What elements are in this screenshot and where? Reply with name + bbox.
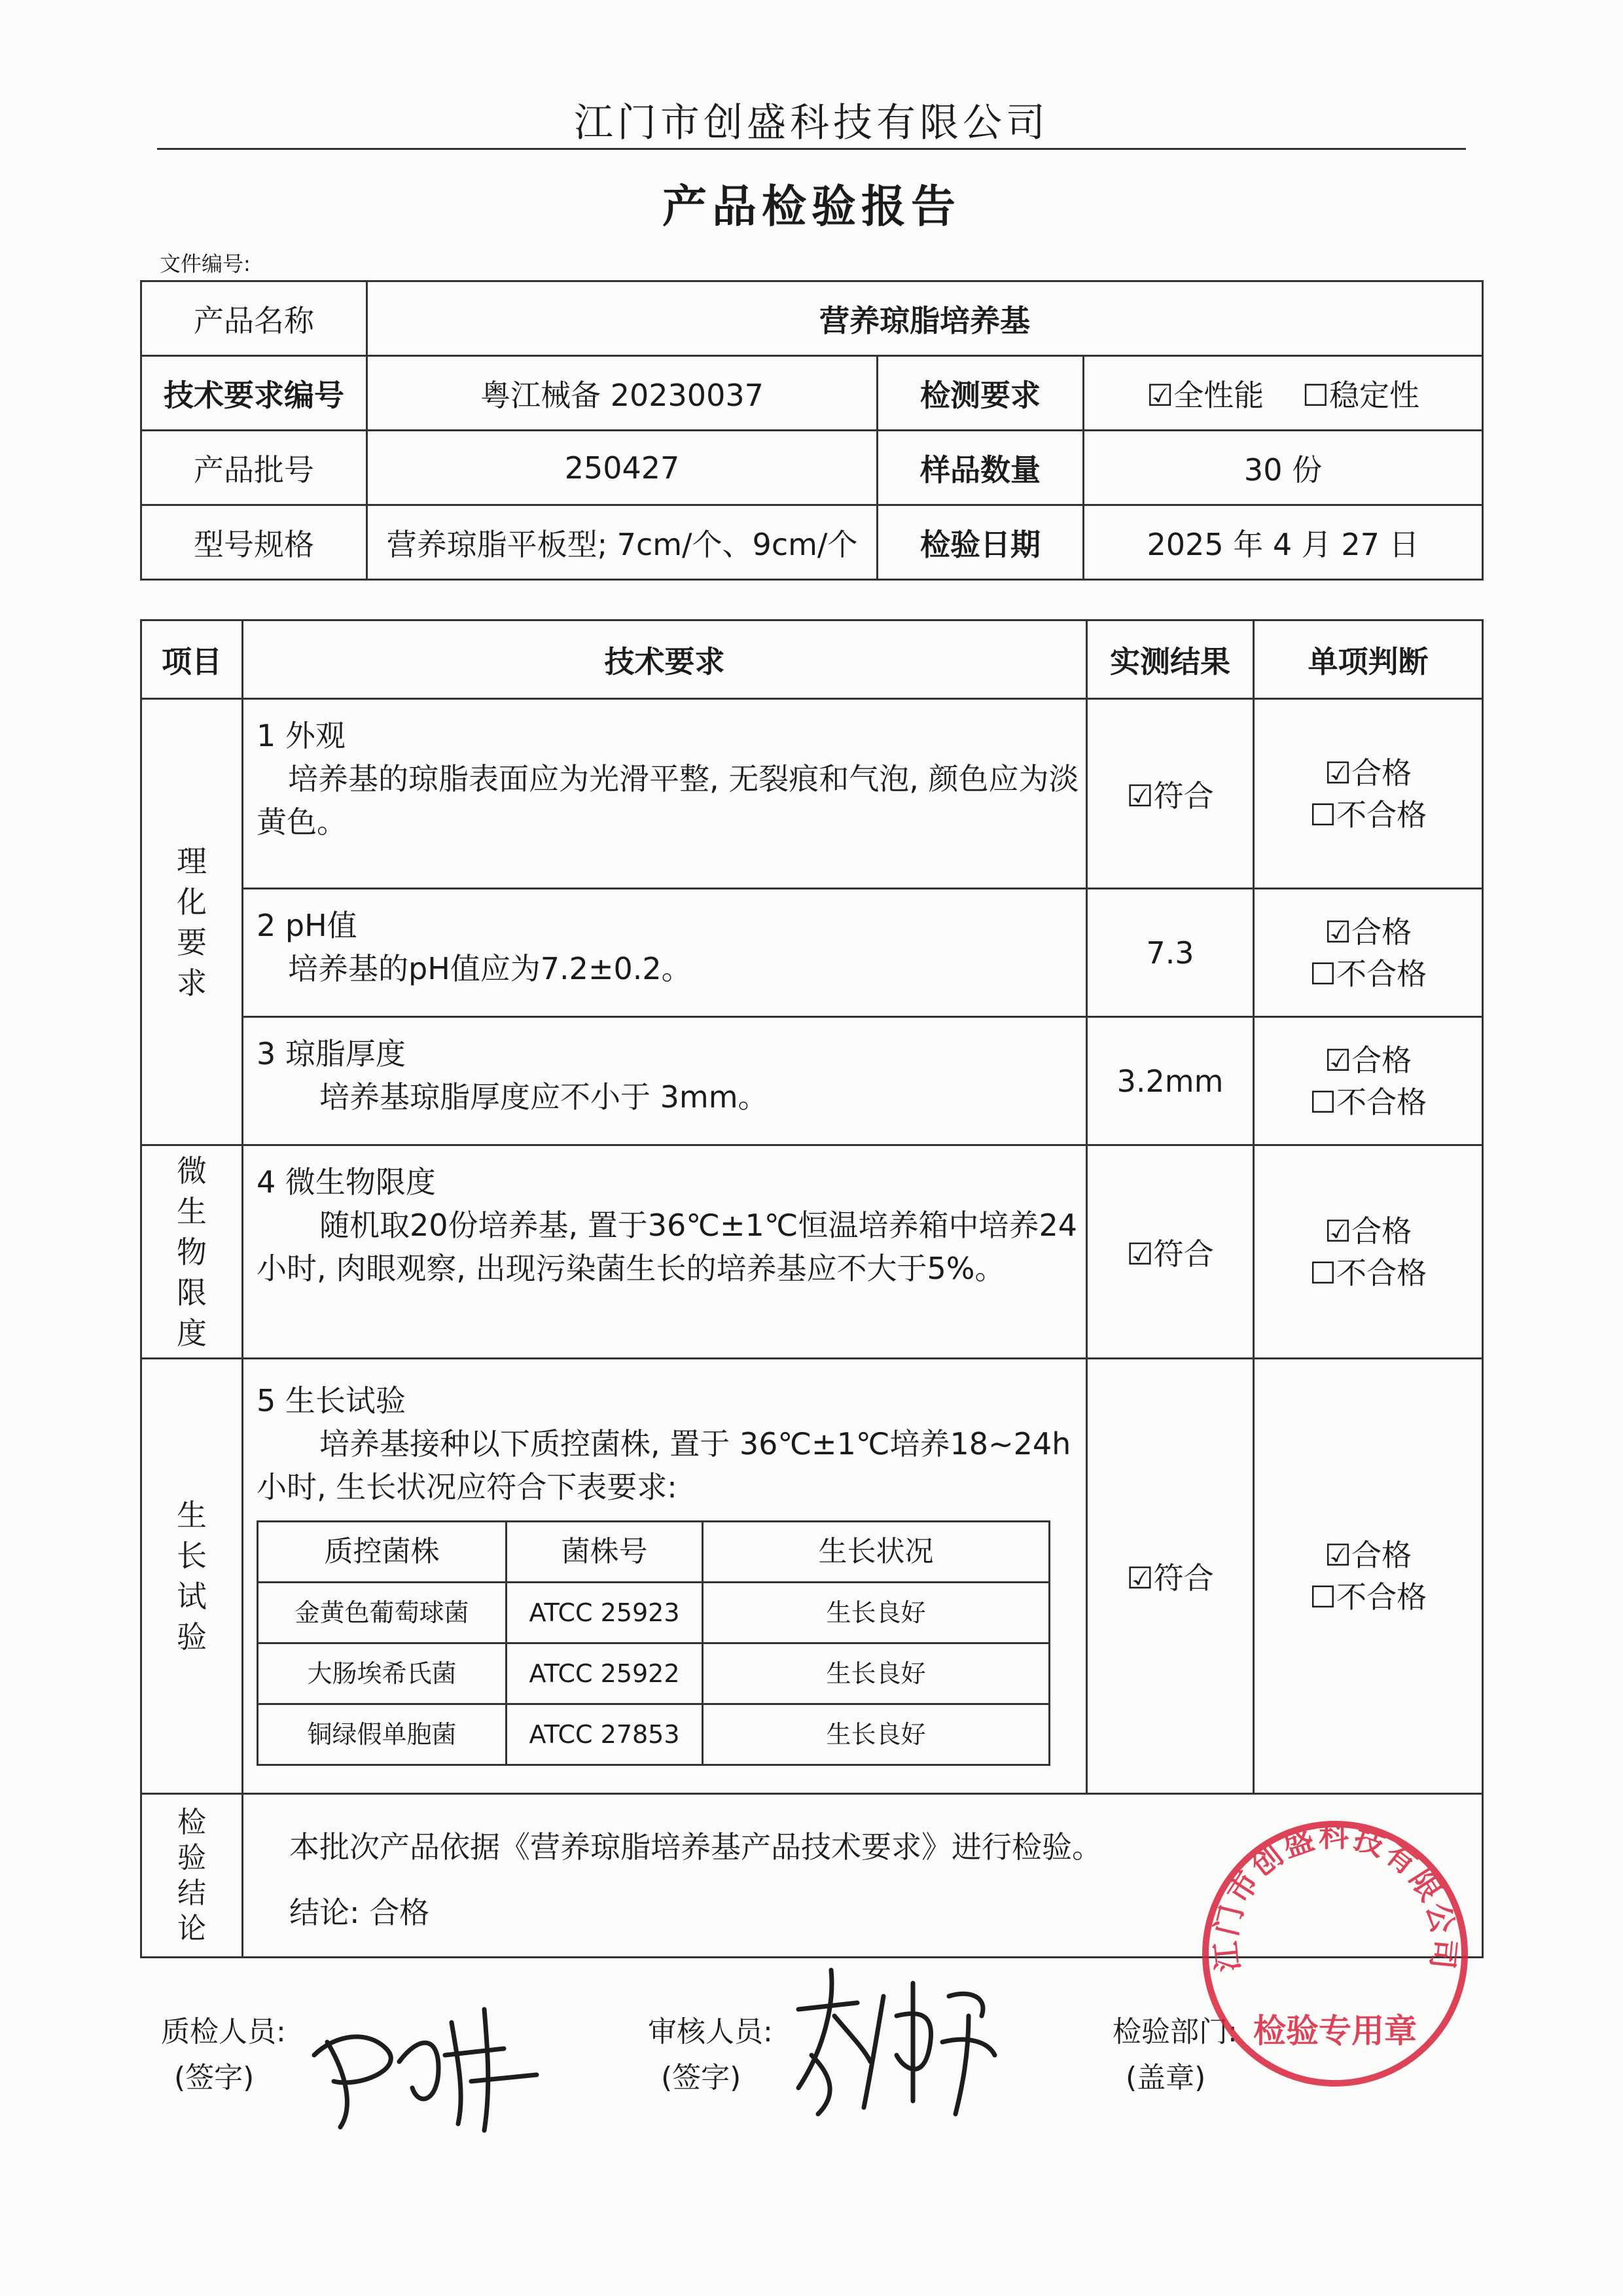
header-result: 实测结果 — [1087, 620, 1254, 699]
company-name: 江门市创盛科技有限公司 — [574, 100, 1049, 146]
model-value: 营养琼脂平板型; 7cm/个、9cm/个 — [367, 505, 878, 580]
inspector-label: 质检人员: — [161, 2015, 286, 2049]
batch-label: 产品批号 — [141, 431, 367, 505]
item-5 — [243, 1359, 1087, 1794]
doc-number-label: 文件编号: — [160, 251, 251, 276]
batch-value: 250427 — [367, 431, 878, 505]
stability-checkbox: ☐稳定性 — [1302, 377, 1419, 413]
group-conclusion: 检验结论 — [141, 1794, 243, 1958]
item-4-text: 随机取20份培养基, 置于36℃±1℃恒温培养箱中培养24小时, 肉眼观察, 出现污染菌生长的培养基应不大于5%。 — [257, 1208, 1077, 1286]
test-req-options — [1084, 356, 1483, 431]
tech-code-value: 粤江械备 20230037 — [367, 356, 878, 431]
item-1-text: 培养基的琼脂表面应为光滑平整, 无裂痕和气泡, 颜色应为淡黄色。 — [257, 761, 1079, 840]
item-3-result: 3.2mm — [1087, 1017, 1254, 1145]
reviewer-signature-block — [648, 2009, 773, 2101]
model-label: 型号规格 — [141, 505, 367, 580]
strain-header-name: 质控菌株 — [258, 1522, 507, 1583]
inspection-table — [140, 619, 1484, 1958]
header-judgement: 单项判断 — [1254, 620, 1483, 699]
reviewer-handwritten-signature — [772, 1957, 1021, 2127]
item-4-judgement: ☑合格 ☐不合格 — [1254, 1145, 1483, 1359]
item-5-judgement: ☑合格 ☐不合格 — [1254, 1359, 1483, 1794]
item-5-heading: 5 生长试验 — [257, 1383, 406, 1418]
group-physchem: 理化要求 — [141, 699, 243, 1145]
conclusion-line-1: 本批次产品依据《营养琼脂培养基产品技术要求》进行检验。 — [289, 1829, 1102, 1865]
item-4-result: ☑符合 — [1087, 1145, 1254, 1359]
strain-header-id: 菌株号 — [507, 1522, 703, 1583]
reviewer-label: 审核人员: — [648, 2015, 773, 2049]
item-1-judgement: ☑合格 ☐不合格 — [1254, 699, 1483, 889]
tech-code-label: 技术要求编号 — [141, 356, 367, 431]
date-value: 2025 年 4 月 27 日 — [1084, 505, 1483, 580]
item-1-heading: 1 外观 — [257, 718, 346, 753]
item-3-judgement: ☑合格 ☐不合格 — [1254, 1017, 1483, 1145]
item-1 — [243, 699, 1087, 889]
item-2-text: 培养基的pH值应为7.2±0.2。 — [288, 951, 692, 986]
item-5-result: ☑符合 — [1087, 1359, 1254, 1794]
item-1-result: ☑符合 — [1087, 699, 1254, 889]
header-divider — [157, 148, 1466, 150]
item-2-heading: 2 pH值 — [257, 908, 357, 943]
dept-sub: (盖章) — [1126, 2061, 1206, 2094]
stamp-inner-text: 检验专用章 — [1253, 2012, 1417, 2050]
item-3 — [243, 1017, 1087, 1145]
stamp-outer-text: 江门市创盛科技有限公司 — [1207, 1818, 1463, 1973]
inspector-handwritten-signature — [288, 1983, 563, 2134]
strain-header-growth: 生长状况 — [703, 1522, 1050, 1583]
dept-label: 检验部门: — [1113, 2015, 1238, 2049]
table-row: 大肠埃希氏菌 ATCC 25922 生长良好 — [258, 1643, 1050, 1704]
group-microbe: 微生物限度 — [141, 1145, 243, 1359]
inspector-sub: (签字) — [174, 2061, 255, 2094]
report-title: 产品检验报告 — [662, 181, 961, 233]
date-label: 检验日期 — [878, 505, 1084, 580]
header-item: 项目 — [141, 620, 243, 699]
strain-table — [257, 1520, 1050, 1766]
product-info-table — [140, 280, 1484, 581]
sample-qty-value: 30 份 — [1084, 431, 1483, 505]
inspection-seal-stamp — [1198, 1816, 1472, 2091]
item-4 — [243, 1145, 1087, 1359]
table-row: 金黄色葡萄球菌 ATCC 25923 生长良好 — [258, 1583, 1050, 1643]
product-name-label: 产品名称 — [141, 281, 367, 356]
item-3-text: 培养基琼脂厚度应不小于 3mm。 — [319, 1079, 768, 1115]
item-2-result: 7.3 — [1087, 889, 1254, 1017]
sample-qty-label: 样品数量 — [878, 431, 1084, 505]
header-requirement: 技术要求 — [243, 620, 1087, 699]
reviewer-sub: (签字) — [661, 2061, 741, 2094]
item-2 — [243, 889, 1087, 1017]
item-5-text: 培养基接种以下质控菌株, 置于 36℃±1℃培养18~24h 小时, 生长状况应符合下表要求: — [257, 1426, 1071, 1505]
item-4-heading: 4 微生物限度 — [257, 1164, 436, 1200]
full-performance-checkbox: ☑全性能 — [1147, 377, 1264, 413]
table-row: 铜绿假单胞菌 ATCC 27853 生长良好 — [258, 1704, 1050, 1765]
inspector-signature-block — [161, 2009, 286, 2101]
item-3-heading: 3 琼脂厚度 — [257, 1036, 406, 1071]
item-2-judgement: ☑合格 ☐不合格 — [1254, 889, 1483, 1017]
product-name-value: 营养琼脂培养基 — [367, 281, 1483, 356]
conclusion-line-2: 结论: 合格 — [289, 1895, 430, 1930]
test-req-label: 检测要求 — [878, 356, 1084, 431]
group-growth: 生长试验 — [141, 1359, 243, 1794]
